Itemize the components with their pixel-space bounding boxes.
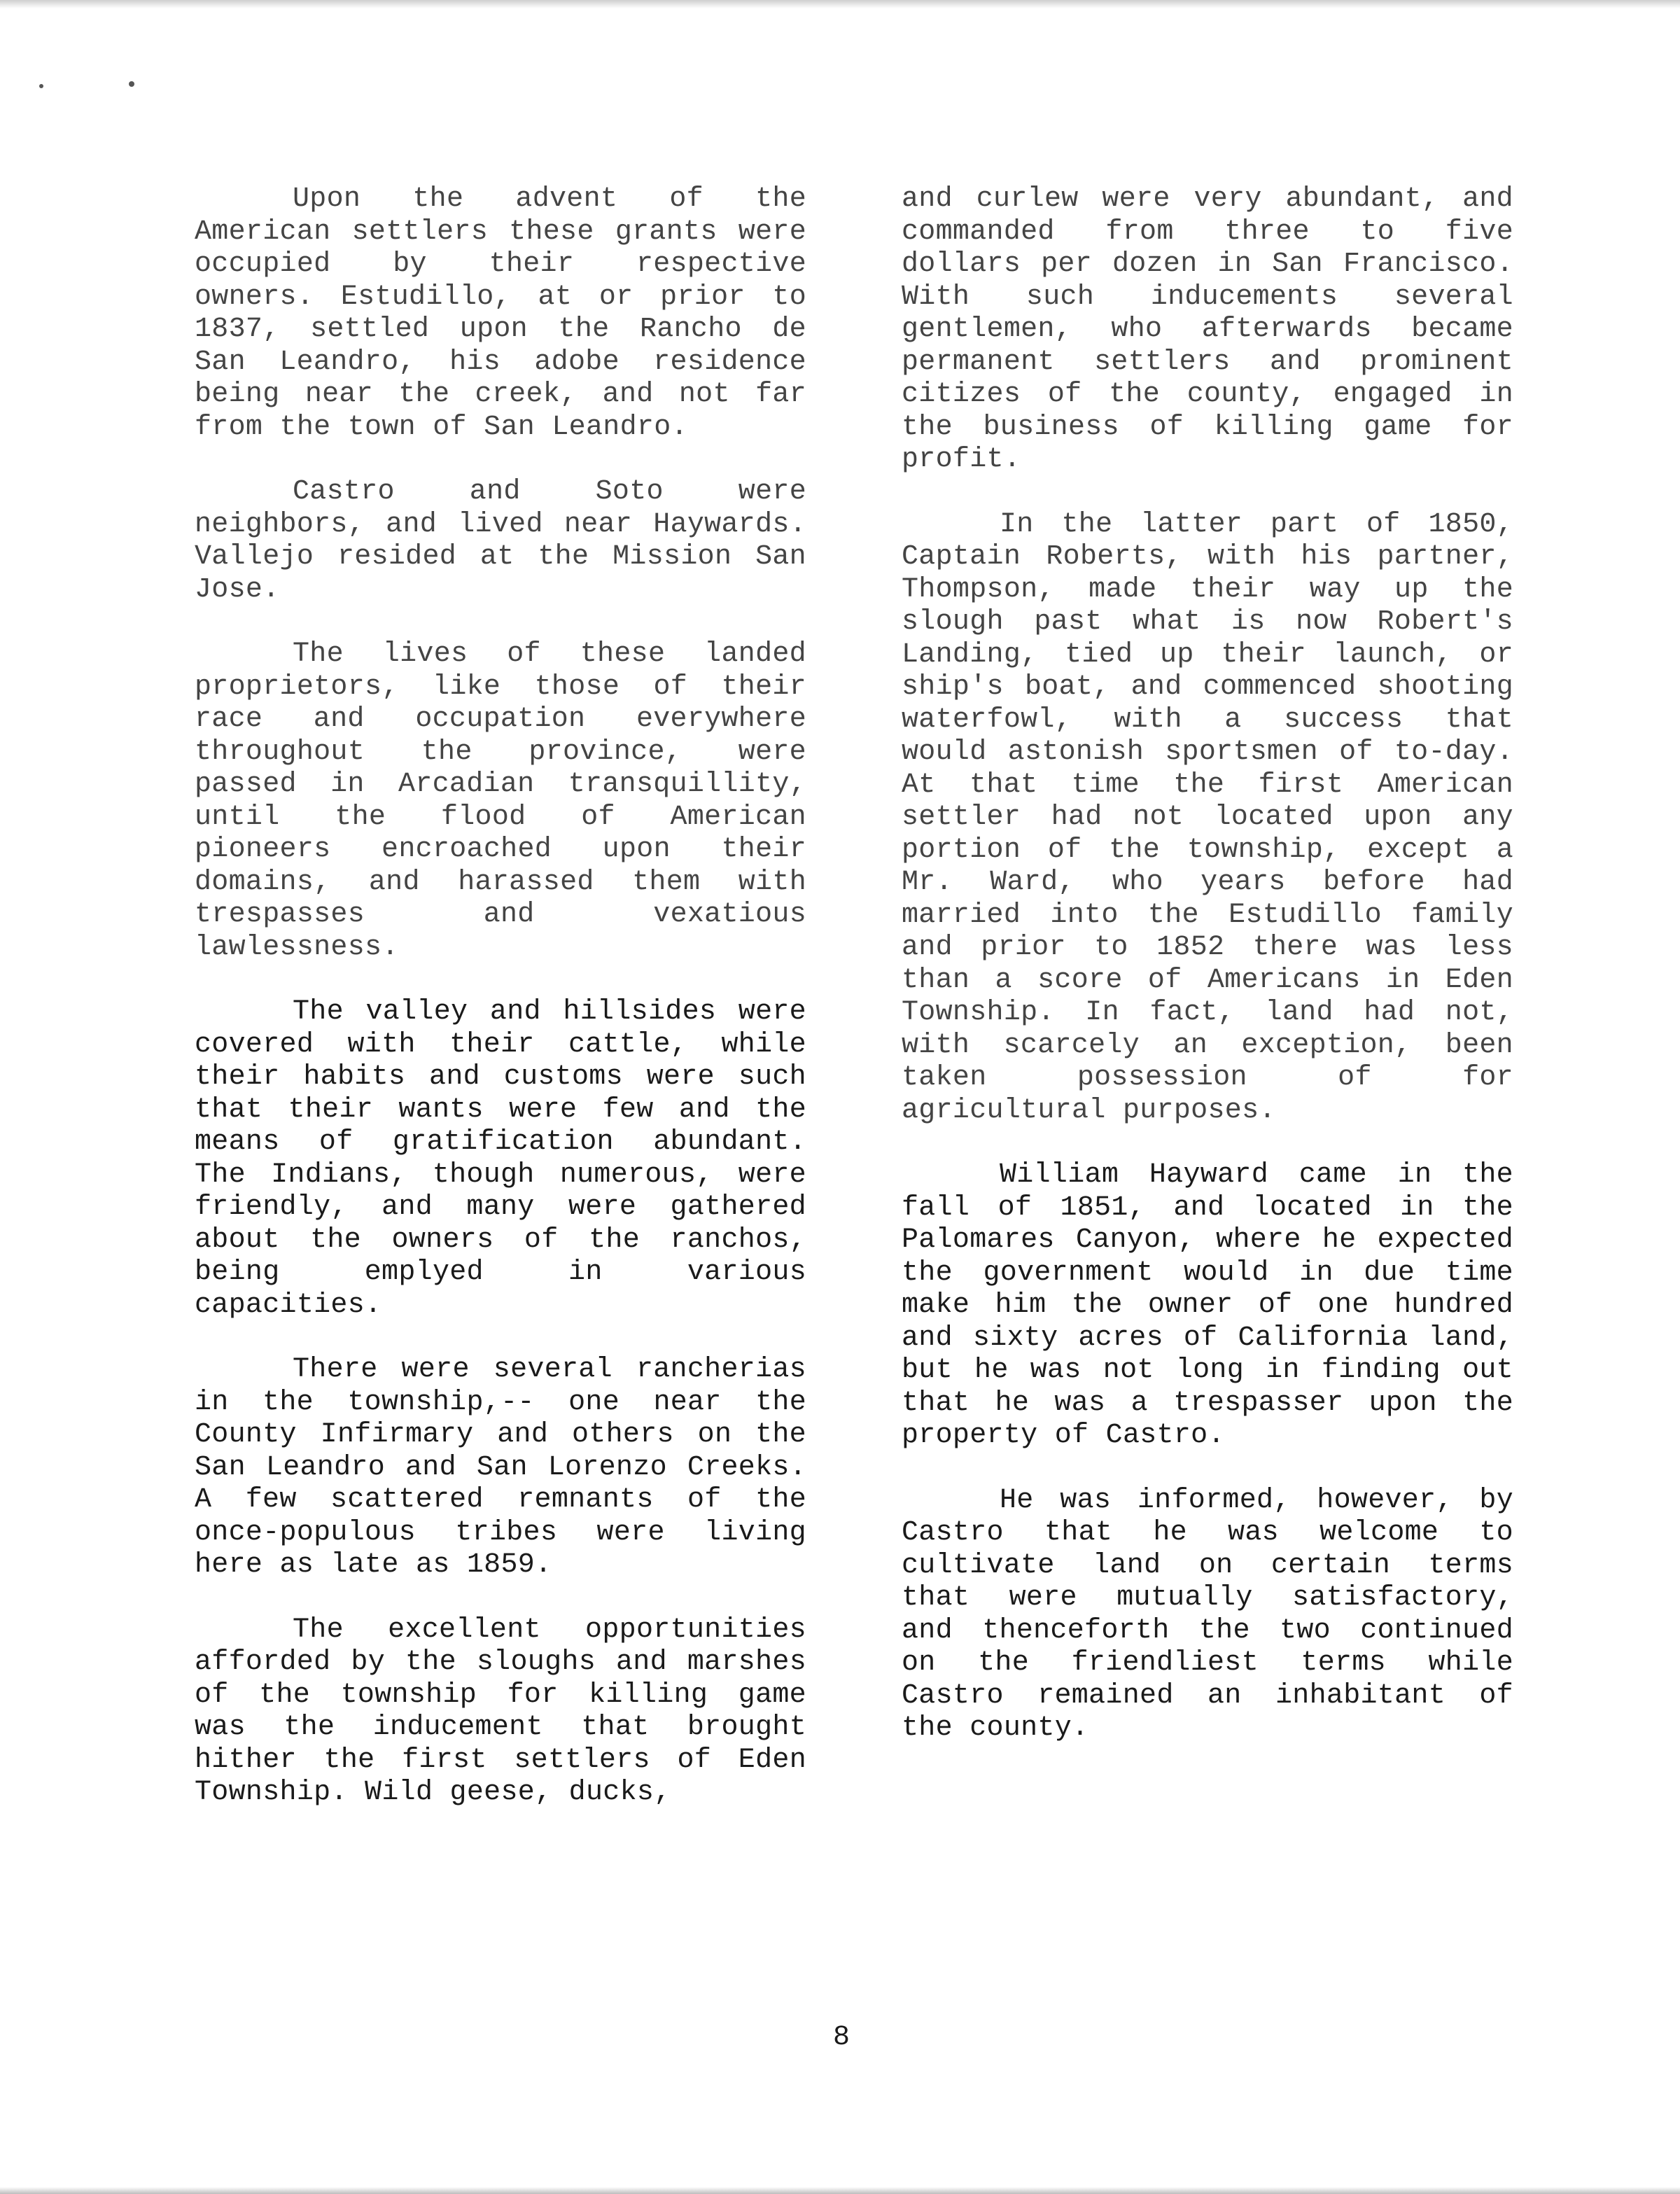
left-text-column bbox=[195, 183, 806, 1842]
paragraph-valley: The valley and hillsides were covered with their cattle, while their habits and customs were such that their wants were few and the means of gratification abundant. The Indians, though numerous, were friendly, and many were gathered about the owners of the ranchos, being emplyed in various capacities. bbox=[195, 996, 806, 1321]
right-text-column bbox=[902, 183, 1513, 1777]
paragraph-roberts: In the latter part of 1850, Captain Roberts, with his partner, Thompson, made their way up the slough past what is now Robert's Landing, tied up their launch, or ship's boat, and commenced shooting waterfowl, with a success that would astonish sportsmen of to-day. At that time the first American settler had not located upon any portion of the township, except a Mr. Ward, who years before had married into the Estudillo family and prior to 1852 there was less than a score of Americans in Eden Township. In fact, land had not, with scarcely an exception, been taken possession of for agricultural purposes. bbox=[902, 508, 1513, 1126]
paragraph-rancherias: There were several rancherias in the township,-- one near the County Infirmary and others on the San Leandro and San Lorenzo Creeks. A few scattered remnants of the once-populous tribes were living here as late as 1859. bbox=[195, 1354, 806, 1581]
page-number: 8 bbox=[833, 2022, 850, 2053]
paragraph-neighbors: Castro and Soto were neighbors, and lived near Haywards. Vallejo resided at the Mission San Jose. bbox=[195, 476, 806, 606]
scan-speck bbox=[39, 84, 43, 88]
scan-top-edge bbox=[0, 0, 1680, 8]
paragraph-opportunities: The excellent opportunities afforded by the sloughs and marshes of the township for killing game was the inducement that brought hither the first settlers of Eden Township. Wild geese, ducks, bbox=[195, 1614, 806, 1808]
paragraph-hayward: William Hayward came in the fall of 1851, and located in the Palomares Canyon, where he expected the government would in due time make him the owner of one hundred and sixty acres of California land, but he was not long in finding out that he was a trespasser upon the property of Castro. bbox=[902, 1159, 1513, 1451]
paragraph-advent: Upon the advent of the American settlers these grants were occupied by their respective owners. Estudillo, at or prior to 1837, settled upon the Rancho de San Leandro, his adobe residence being near the creek, and not far from the town of San Leandro. bbox=[195, 183, 806, 443]
paragraph-proprietors: The lives of these landed proprietors, like those of their race and occupation everywhere throughout the province, were passed in Arcadian transquillity, until the flood of American pioneers encroached upon their domains, and harassed them with trespasses and vexatious lawlessness. bbox=[195, 638, 806, 963]
scan-speck bbox=[129, 81, 134, 87]
paragraph-curlew: and curlew were very abundant, and commanded from three to five dollars per dozen in San Francisco. With such inducements several gentlemen, who afterwards became permanent settlers and prominent citizes of the county, engaged in the business of killing game for profit. bbox=[902, 183, 1513, 475]
paragraph-castro: He was informed, however, by Castro that he was welcome to cultivate land on certain terms that were mutually satisfactory, and thenceforth the two continued on the friendliest terms while Castro remained an inhabitant of the county. bbox=[902, 1484, 1513, 1744]
scan-bottom-edge bbox=[0, 2187, 1680, 2194]
